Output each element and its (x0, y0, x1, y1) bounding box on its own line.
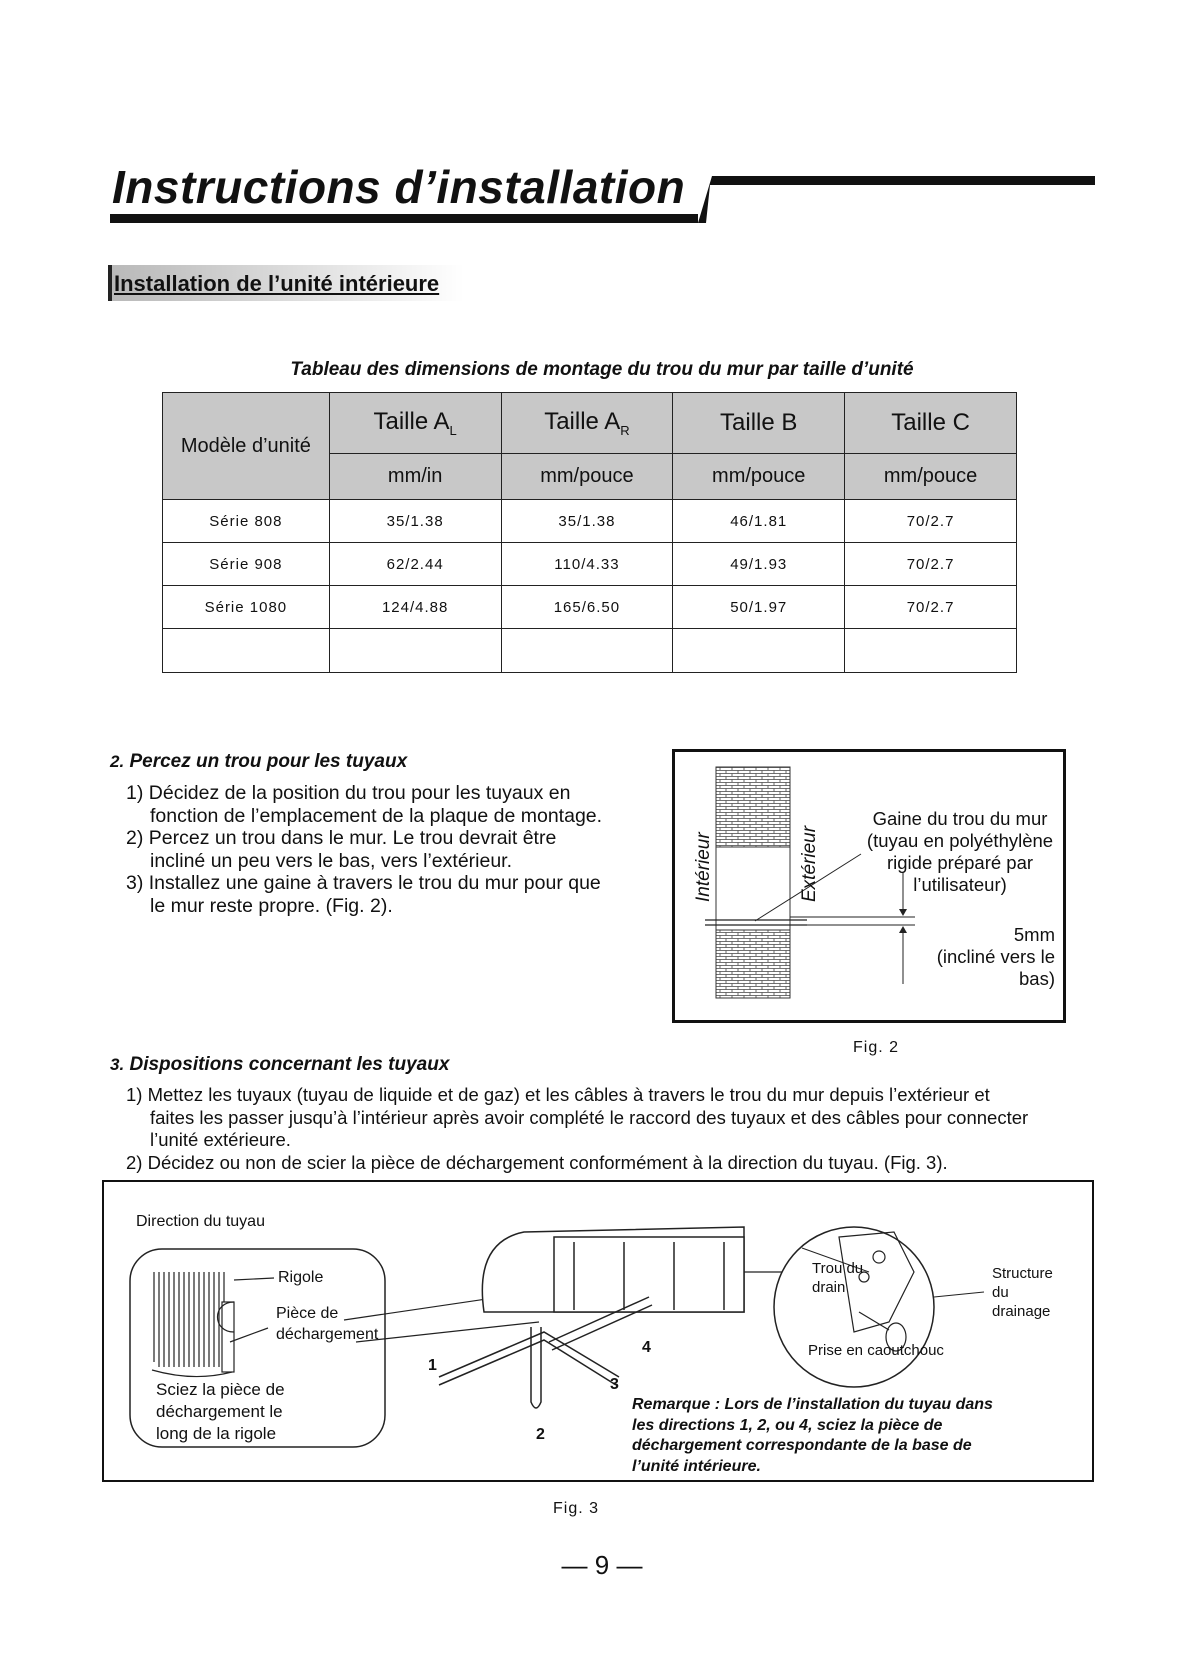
table-cell: 165/6.50 (501, 586, 673, 629)
slope-label: 5mm (incliné vers le bas) (936, 924, 1055, 989)
title-slant-divider (680, 176, 720, 223)
page-title: Instructions d’installation (112, 161, 686, 213)
table-cell: 110/4.33 (501, 543, 673, 586)
dimensions-table (162, 392, 1017, 673)
table-header-size-b: Taille B (673, 393, 845, 454)
section-3-steps: 1) Mettez les tuyaux (tuyau de liquide et de gaz) et les câbles à travers le trou du mur depuis l’extérieur et faites les passer jusqu’à l’intérieur après avoir complété le raccord des tuyaux et des câbles pour connecter l’unité extérieure. 2) Décidez ou non de scier la pièce de déchargement conformément à la direction du tuyau. (Fig. 3). (126, 1084, 1106, 1174)
table-row (163, 543, 1017, 586)
rubber-plug-label: Prise en caoutchouc (808, 1342, 944, 1359)
section-2-steps: 1) Décidez de la position du trou pour les tuyaux en fonction de l’emplacement de la plaque de montage. 2) Percez un trou dans le mur. Le trou devrait être incliné un peu vers le bas, vers l’extérieur. 3) Installez une gaine à travers le trou du mur pour que le mur reste propre. (Fig. 2). (126, 782, 646, 917)
remark-note: Remarque : Lors de l’installation du tuyau dans les directions 1, 2, ou 4, sciez la pièce de déchargement correspondante de la base de l’unité intérieure. (632, 1396, 993, 1475)
table-title: Tableau des dimensions de montage du trou du mur par taille d’unité (290, 359, 914, 380)
table-cell: 124/4.88 (329, 586, 501, 629)
direction-1-label: 1 (428, 1357, 437, 1374)
table-header-size-c: Taille C (845, 393, 1017, 454)
table-unit: mm/in (329, 454, 501, 500)
direction-4-label: 4 (642, 1339, 651, 1356)
figure-3-pipe-directions (102, 1180, 1094, 1482)
figure-3-caption: Fig. 3 (553, 1500, 600, 1517)
saw-instruction-label: Sciez la pièce de déchargement le long de la rigole (156, 1380, 285, 1443)
table-header-model: Modèle d’unité (163, 393, 330, 500)
table-cell-model: Série 1080 (163, 586, 330, 629)
table-cell: 50/1.97 (673, 586, 845, 629)
table-unit: mm/pouce (845, 454, 1017, 500)
drain-structure-label: Structure du drainage (992, 1265, 1053, 1320)
interior-label: Intérieur (693, 832, 714, 902)
wall-sleeve-label: Gaine du trou du mur (tuyau en polyéthylène rigide préparé par l’utilisateur) (866, 808, 1054, 895)
table-cell: 70/2.7 (845, 500, 1017, 543)
table-cell: 35/1.38 (501, 500, 673, 543)
table-cell: 49/1.93 (673, 543, 845, 586)
table-cell: 46/1.81 (673, 500, 845, 543)
table-cell: 35/1.38 (329, 500, 501, 543)
section-title: Installation de l’unité intérieure (114, 271, 440, 296)
step-item: 2) Décidez ou non de scier la pièce de déchargement conformément à la direction du tuyau. (Fig. 3). (126, 1151, 948, 1173)
table-header-size-al: Taille $A_L$ (329, 393, 501, 454)
table-header-size-ar: Taille $A_R$ (501, 393, 673, 454)
table-cell-model: Série 908 (163, 543, 330, 586)
table-cell: 70/2.7 (845, 543, 1017, 586)
direction-3-label: 3 (610, 1376, 619, 1393)
discharge-piece-label: Pièce de déchargement (276, 1305, 379, 1343)
table-cell: 70/2.7 (845, 586, 1017, 629)
title-rule (712, 176, 1095, 185)
figure-2-caption: Fig. 2 (853, 1039, 900, 1056)
page-number: — 9 — (561, 1550, 643, 1580)
figure-2-wall-hole (672, 749, 1066, 1023)
title-underline (110, 214, 698, 223)
table-cell: 62/2.44 (329, 543, 501, 586)
section-2-heading: 2. Percez un trou pour les tuyaux (110, 751, 408, 772)
step-item: 1) Décidez de la position du trou pour les tuyaux en (126, 782, 571, 804)
direction-2-label: 2 (536, 1426, 545, 1443)
step-item: 1) Mettez les tuyaux (tuyau de liquide et de gaz) et les câbles à travers le trou du mur depuis l’extérieur et (126, 1084, 990, 1105)
groove-label: Rigole (278, 1269, 324, 1286)
drain-hole-label: Trou du drain (812, 1260, 864, 1296)
table-unit: mm/pouce (501, 454, 673, 500)
pipe-direction-label: Direction du tuyau (136, 1213, 265, 1230)
table-header-row (163, 393, 1017, 454)
exterior-label: Extérieur (799, 825, 820, 902)
table-cell-model: Série 808 (163, 500, 330, 543)
table-unit: mm/pouce (673, 454, 845, 500)
table-row (163, 500, 1017, 543)
section-3-heading: 3. Dispositions concernant les tuyaux (110, 1054, 450, 1075)
step-item: 3) Installez une gaine à travers le trou du mur pour que (126, 872, 601, 894)
table-row (163, 586, 1017, 629)
table-row-empty (163, 629, 1017, 673)
step-item: 2) Percez un trou dans le mur. Le trou devrait être (126, 827, 557, 849)
